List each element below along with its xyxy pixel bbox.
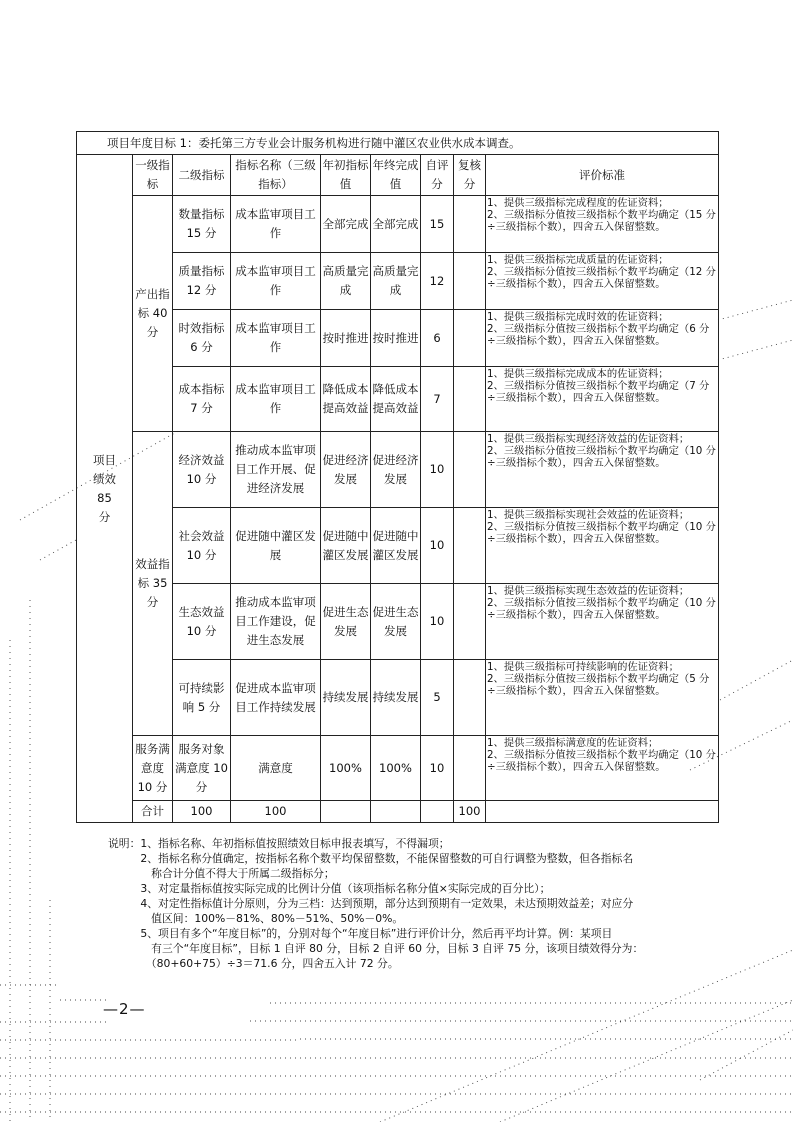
- level2-cell: 成本指标 7 分: [173, 367, 231, 432]
- performance-table: [76, 131, 719, 823]
- self-score: 10: [421, 736, 454, 801]
- criteria-cell: 1、提供三级指标可持续影响的佐证资料； 2、三级指标分值按三级指标个数平均确定（5 分÷三级指标个数），四舍五入保留整数。: [486, 660, 719, 736]
- total-label: 合计: [133, 801, 173, 823]
- empty-cell: [486, 801, 719, 823]
- initial-value: 促进随中灌区发展: [321, 508, 371, 584]
- final-value: 降低成本提高效益: [371, 367, 421, 432]
- header-level2: 二级指标: [173, 155, 231, 196]
- review-score: [454, 508, 486, 584]
- table-row: [77, 367, 719, 432]
- table-row: [77, 660, 719, 736]
- group-benefit: 效益指标 35 分: [133, 432, 173, 736]
- self-score: 12: [421, 253, 454, 310]
- review-score: [454, 310, 486, 367]
- review-score: [454, 660, 486, 736]
- table-row: [77, 508, 719, 584]
- empty-cell: [421, 801, 454, 823]
- total-self-score: 100: [454, 801, 486, 823]
- self-score: 10: [421, 584, 454, 660]
- note-line: 有三个“年度目标”，目标 1 自评 80 分，目标 2 自评 60 分，目标 3 自评 75 分，该项目绩效得分为：: [108, 942, 644, 955]
- level2-cell: 数量指标 15 分: [173, 196, 231, 253]
- satisfaction-level1: 服务满意度 10 分: [133, 736, 173, 801]
- criteria-cell: 1、提供三级指标完成质量的佐证资料； 2、三级指标分值按三级指标个数平均确定（12 分÷三级指标个数），四舍五入保留整数。: [486, 253, 719, 310]
- review-score: [454, 253, 486, 310]
- indicator-name: 促进成本监审项目工作持续发展: [231, 660, 321, 736]
- criteria-cell: 1、提供三级指标满意度的佐证资料； 2、三级指标分值按三级指标个数平均确定（10 分÷三级指标个数），四舍五入保留整数。: [486, 736, 719, 801]
- level2-cell: 经济效益 10 分: [173, 432, 231, 508]
- table-row: [77, 736, 719, 801]
- criteria-cell: 1、提供三级指标完成成本的佐证资料； 2、三级指标分值按三级指标个数平均确定（7 分÷三级指标个数），四舍五入保留整数。: [486, 367, 719, 432]
- empty-cell: [321, 801, 371, 823]
- indicator-name: 成本监审项目工作: [231, 253, 321, 310]
- table-row: [77, 584, 719, 660]
- level2-cell: 质量指标 12 分: [173, 253, 231, 310]
- self-score: 10: [421, 508, 454, 584]
- level2-cell: 社会效益 10 分: [173, 508, 231, 584]
- initial-value: 促进经济发展: [321, 432, 371, 508]
- review-score: [454, 196, 486, 253]
- initial-value: 100%: [321, 736, 371, 801]
- criteria-cell: 1、提供三级指标实现社会效益的佐证资料； 2、三级指标分值按三级指标个数平均确定（10 分÷三级指标个数），四舍五入保留整数。: [486, 508, 719, 584]
- level2-cell: 时效指标 6 分: [173, 310, 231, 367]
- indicator-name: 促进随中灌区发展: [231, 508, 321, 584]
- final-value: 全部完成: [371, 196, 421, 253]
- header-level1: 一级指标: [133, 155, 173, 196]
- goal-row: [77, 132, 719, 155]
- notes-section: [108, 836, 698, 971]
- self-score: 6: [421, 310, 454, 367]
- note-line: 称合计分值不得大于所属二级指标分；: [108, 867, 335, 880]
- table-row: [77, 253, 719, 310]
- level2-cell: 服务对象满意度 10 分: [173, 736, 231, 801]
- total-row: [77, 801, 719, 823]
- empty-cell: [371, 801, 421, 823]
- note-line: 5、项目有多个“年度目标”的，分别对每个“年度目标”进行评价计分，然后再平均计算。例：某项目: [108, 927, 613, 940]
- note-line: 4、对定性指标值计分原则，分为三档：达到预期，部分达到预期有一定效果，未达预期效益差；对应分: [108, 897, 634, 910]
- header-self: 自评分: [421, 155, 454, 196]
- group-output: 产出指标 40 分: [133, 196, 173, 432]
- table-row: [77, 196, 719, 253]
- note-line: 2、指标名称分值确定，按指标名称个数平均保留整数，不能保留整数的可自行调整为整数，但各指标名: [108, 852, 634, 865]
- level2-cell: 可持续影响 5 分: [173, 660, 231, 736]
- header-final: 年终完成值: [371, 155, 421, 196]
- criteria-cell: 1、提供三级指标实现生态效益的佐证资料； 2、三级指标分值按三级指标个数平均确定（10 分÷三级指标个数），四舍五入保留整数。: [486, 584, 719, 660]
- criteria-cell: 1、提供三级指标实现经济效益的佐证资料； 2、三级指标分值按三级指标个数平均确定（10 分÷三级指标个数），四舍五入保留整数。: [486, 432, 719, 508]
- criteria-cell: 1、提供三级指标完成时效的佐证资料； 2、三级指标分值按三级指标个数平均确定（6 分÷三级指标个数），四舍五入保留整数。: [486, 310, 719, 367]
- final-value: 促进经济发展: [371, 432, 421, 508]
- note-line: （80+60+75）÷3＝71.6 分，四舍五入计 72 分。: [108, 957, 399, 970]
- self-score: 5: [421, 660, 454, 736]
- total-level1: 100: [173, 801, 231, 823]
- review-score: [454, 736, 486, 801]
- indicator-name: 成本监审项目工作: [231, 310, 321, 367]
- indicator-name: 成本监审项目工作: [231, 196, 321, 253]
- note-line: 3、对定量指标值按实际完成的比例计分值（该项指标名称分值×实际完成的百分比）；: [108, 882, 551, 895]
- final-value: 按时推进: [371, 310, 421, 367]
- initial-value: 降低成本提高效益: [321, 367, 371, 432]
- header-name: 指标名称（三级指标）: [231, 155, 321, 196]
- page-number: —2—: [103, 1000, 146, 1018]
- header-criteria: 评价标准: [486, 155, 719, 196]
- criteria-cell: 1、提供三级指标完成程度的佐证资料； 2、三级指标分值按三级指标个数平均确定（15 分÷三级指标个数），四舍五入保留整数。: [486, 196, 719, 253]
- initial-value: 高质量完成: [321, 253, 371, 310]
- level1-performance: 项目绩效 85 分: [77, 155, 133, 823]
- final-value: 100%: [371, 736, 421, 801]
- initial-value: 按时推进: [321, 310, 371, 367]
- header-init: 年初指标值: [321, 155, 371, 196]
- self-score: 7: [421, 367, 454, 432]
- table-row: [77, 432, 719, 508]
- indicator-name: 成本监审项目工作: [231, 367, 321, 432]
- table-row: [77, 310, 719, 367]
- initial-value: 全部完成: [321, 196, 371, 253]
- final-value: 促进随中灌区发展: [371, 508, 421, 584]
- initial-value: 持续发展: [321, 660, 371, 736]
- note-line: 说明：1、指标名称、年初指标值按照绩效目标申报表填写，不得漏项；: [108, 837, 450, 850]
- final-value: 持续发展: [371, 660, 421, 736]
- level2-cell: 生态效益 10 分: [173, 584, 231, 660]
- final-value: 高质量完成: [371, 253, 421, 310]
- total-level2: 100: [231, 801, 321, 823]
- header-review: 复核分: [454, 155, 486, 196]
- initial-value: 促进生态发展: [321, 584, 371, 660]
- review-score: [454, 584, 486, 660]
- annual-goal: 项目年度目标 1：委托第三方专业会计服务机构进行随中灌区农业供水成本调查。: [77, 132, 719, 155]
- header-row: [77, 155, 719, 196]
- indicator-name: 满意度: [231, 736, 321, 801]
- review-score: [454, 367, 486, 432]
- indicator-name: 推动成本监审项目工作建设，促进生态发展: [231, 584, 321, 660]
- indicator-name: 推动成本监审项目工作开展、促进经济发展: [231, 432, 321, 508]
- review-score: [454, 432, 486, 508]
- self-score: 15: [421, 196, 454, 253]
- note-line: 值区间：100%－81%、80%－51%、50%－0%。: [108, 912, 404, 925]
- self-score: 10: [421, 432, 454, 508]
- final-value: 促进生态发展: [371, 584, 421, 660]
